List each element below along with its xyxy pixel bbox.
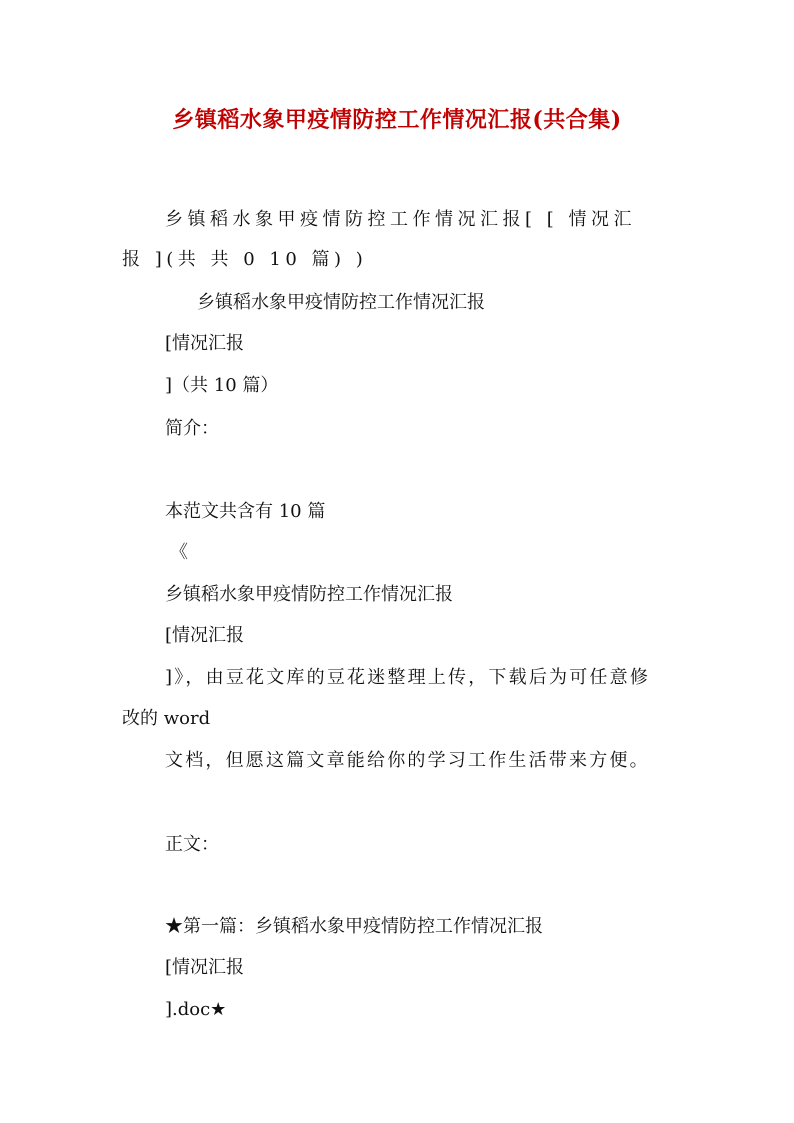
body-line-15: ★第一篇：乡镇稻水象甲疫情防控工作情况汇报 bbox=[165, 916, 543, 937]
body-line-13: 文档，但愿这篇文章能给你的学习工作生活带来方便。 bbox=[165, 750, 650, 771]
body-line-1: 乡镇稻水象甲疫情防控工作情况汇报[ [ 情况汇 bbox=[165, 209, 636, 230]
body-line-8: 《 bbox=[170, 542, 188, 563]
body-line-9: 乡镇稻水象甲疫情防控工作情况汇报 bbox=[165, 584, 453, 605]
document-title: 乡镇稻水象甲疫情防控工作情况汇报(共合集) bbox=[172, 107, 622, 133]
body-line-4: [情况汇报 bbox=[165, 333, 245, 354]
body-line-3: 乡镇稻水象甲疫情防控工作情况汇报 bbox=[197, 292, 485, 313]
body-line-2: 报 ](共 共 0 10 篇) ) bbox=[122, 249, 368, 270]
body-line-7: 本范文共含有 10 篇 bbox=[165, 501, 326, 522]
body-line-12: 改的 word bbox=[122, 708, 211, 729]
body-line-14: 正文： bbox=[165, 834, 219, 855]
body-line-17: ].doc★ bbox=[165, 999, 227, 1020]
body-line-5: ]（共 10 篇） bbox=[165, 375, 279, 396]
body-line-6: 简介： bbox=[165, 418, 219, 439]
body-line-10: [情况汇报 bbox=[165, 625, 245, 646]
body-line-16: [情况汇报 bbox=[165, 957, 245, 978]
body-line-11: ]》，由豆花文库的豆花迷整理上传，下载后为可任意修 bbox=[165, 667, 651, 688]
